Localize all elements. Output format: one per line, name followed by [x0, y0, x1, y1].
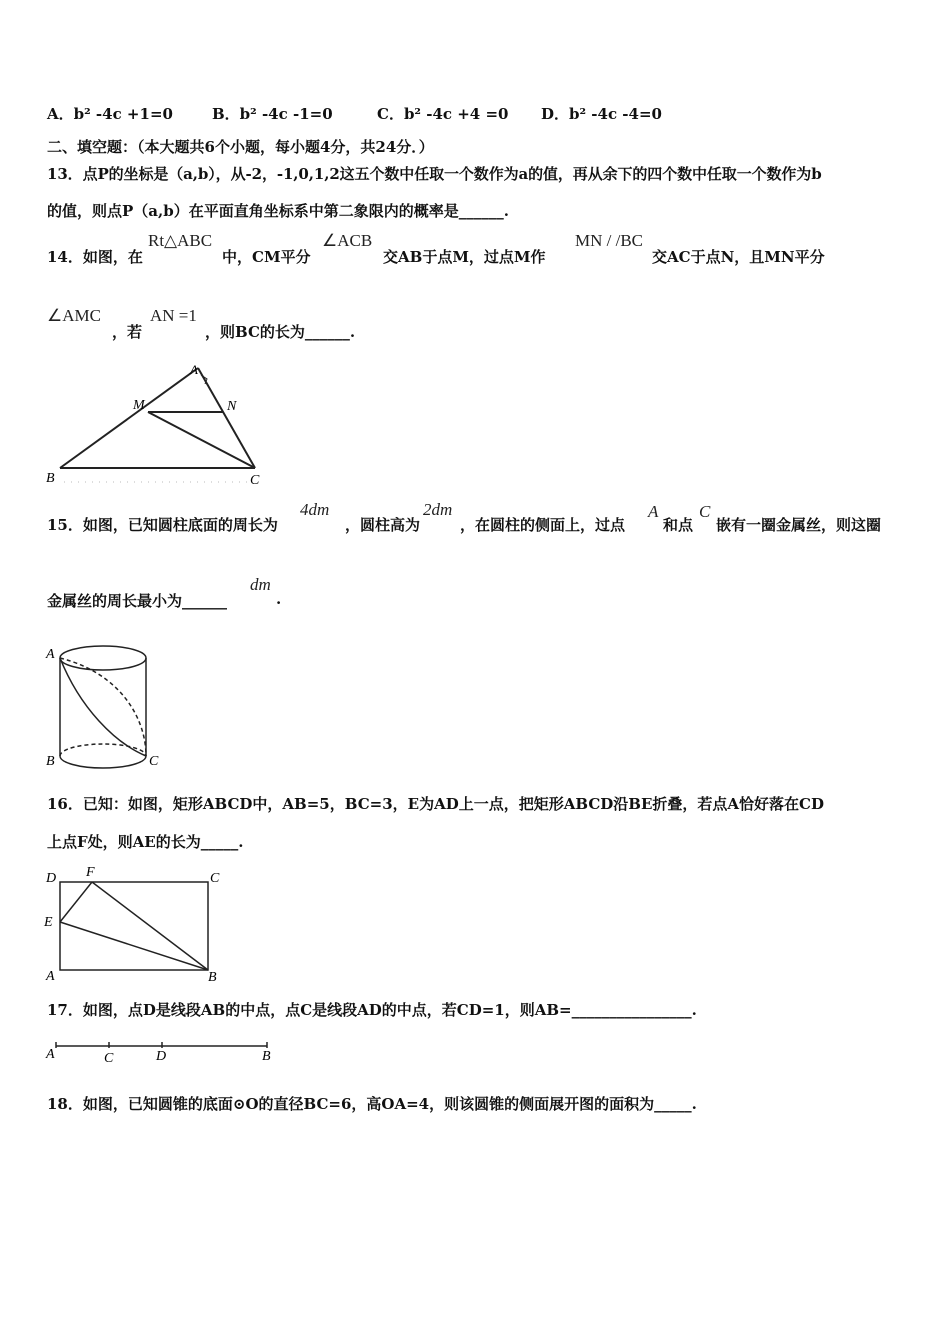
- q15-label-c: C: [149, 754, 159, 769]
- q15-math-a: A: [648, 502, 659, 521]
- option-a: A．b² -4c +1=0: [47, 105, 173, 123]
- q14-text-6: ，则BC的长为______.: [205, 323, 356, 341]
- q16-rectangle-figure: [40, 862, 240, 986]
- q15-text-4: 和点: [663, 516, 694, 534]
- q17-segment-figure: [40, 1036, 280, 1066]
- q14-label-m: M: [133, 398, 145, 413]
- q15-text-7: .: [276, 590, 282, 608]
- q14-label-b: B: [46, 471, 55, 486]
- q15-text-2: ，圆柱高为: [345, 516, 421, 534]
- q15-math-dm: dm: [250, 575, 271, 594]
- q17-label-d: D: [156, 1049, 167, 1064]
- q15-text-1: 15．如图，已知圆柱底面的周长为: [47, 516, 278, 534]
- q14-math-an: AN =1: [150, 306, 197, 325]
- q14-text-3: 交AB于点M，过点M作: [383, 248, 546, 266]
- q15-label-a: A: [46, 647, 55, 662]
- section-heading: 二、填空题：（本大题共6个小题，每小题4分，共24分．）: [47, 138, 434, 156]
- q16-label-f: F: [86, 865, 95, 880]
- q15-label-b: B: [46, 754, 55, 769]
- option-c: C．b² -4c +4 =0: [377, 105, 509, 123]
- q14-text-5: ，若: [112, 323, 143, 341]
- q14-triangle-figure: [40, 358, 280, 490]
- q16-label-e: E: [44, 915, 53, 930]
- option-d: D．b² -4c -4=0: [541, 105, 662, 123]
- q16-label-b: B: [208, 970, 217, 985]
- q14-math-angle-acb: ∠ACB: [322, 231, 373, 250]
- q16-label-d: D: [46, 871, 57, 886]
- q17-label-a: A: [46, 1047, 55, 1062]
- q14-math-rt-abc: Rt△ABC: [148, 231, 213, 250]
- q14-label-a: A: [190, 362, 198, 377]
- q17-label-c: C: [104, 1051, 114, 1066]
- option-b: B．b² -4c -1=0: [212, 105, 333, 123]
- q14-label-n: N: [227, 399, 237, 414]
- q16-line2: 上点F处，则AE的长为_____.: [47, 833, 244, 851]
- q14-text-1: 14．如图，在: [47, 248, 143, 266]
- q15-text-3: ，在圆柱的侧面上，过点: [460, 516, 626, 534]
- q17-text: 17．如图，点D是线段AB的中点，点C是线段AD的中点，若CD=1，则AB=________________.: [47, 1001, 697, 1019]
- q15-math-4dm: 4dm: [300, 500, 330, 519]
- q16-label-a: A: [46, 969, 55, 984]
- q16-line1: 16．已知：如图，矩形ABCD中，AB=5，BC=3，E为AD上一点，把矩形ABCD沿BE折叠，若点A恰好落在CD: [47, 795, 824, 813]
- q14-text-2: 中，CM平分: [222, 248, 311, 266]
- q15-math-c: C: [699, 502, 711, 521]
- q14-text-4: 交AC于点N，且MN平分: [652, 248, 825, 266]
- q14-math-mn-bc: MN / /BC: [575, 231, 644, 250]
- q15-math-2dm: 2dm: [423, 500, 453, 519]
- q14-math-angle-amc: ∠AMC: [47, 306, 101, 325]
- q18-text: 18．如图，已知圆锥的底面⊙O的直径BC=6，高OA=4，则该圆锥的侧面展开图的面积为_____.: [47, 1095, 697, 1113]
- q17-label-b: B: [262, 1049, 271, 1064]
- q13-line2: 的值，则点P（a,b）在平面直角坐标系中第二象限内的概率是______.: [47, 202, 509, 220]
- q15-cylinder-figure: [40, 638, 180, 780]
- q15-text-6: 金属丝的周长最小为______: [47, 592, 228, 610]
- q15-text-5: 嵌有一圈金属丝，则这圈: [716, 516, 882, 534]
- q16-label-c: C: [210, 871, 220, 886]
- q14-label-c: C: [250, 473, 260, 488]
- q13-line1: 13．点P的坐标是（a,b），从-2，-1,0,1,2这五个数中任取一个数作为a的值，再从余下的四个数中任取一个数作为b: [47, 165, 822, 183]
